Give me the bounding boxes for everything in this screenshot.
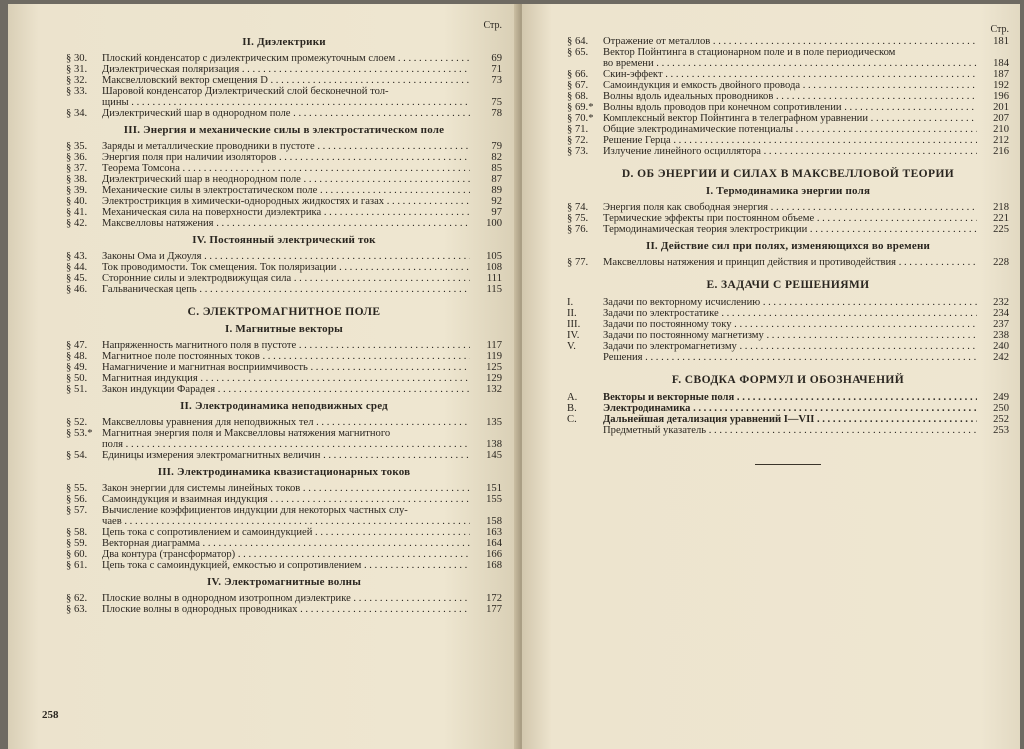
toc-entry-page: 196 bbox=[993, 91, 1009, 102]
toc-entry-number: IV. bbox=[567, 330, 580, 341]
toc-entry bbox=[66, 483, 502, 494]
part-c-title: C. ЭЛЕКТРОМАГНИТНОЕ ПОЛЕ bbox=[187, 306, 381, 318]
toc-entry-page: 115 bbox=[486, 284, 502, 295]
toc-entry bbox=[567, 102, 1009, 113]
toc-entry-number: I. bbox=[567, 297, 574, 308]
toc-entry-page: 97 bbox=[491, 207, 502, 218]
toc-entry-page: 87 bbox=[491, 174, 502, 185]
toc-entry-title: Решение Герца . . . bbox=[603, 135, 977, 146]
toc-entry-title: Скин-эффект . . . bbox=[603, 69, 977, 80]
toc-entry-number: § 56. bbox=[66, 494, 88, 505]
toc-entry bbox=[66, 527, 502, 538]
toc-entry-number: § 34. bbox=[66, 108, 88, 119]
toc-entry-title: чаев . . . bbox=[102, 516, 470, 527]
book-spread bbox=[8, 4, 1020, 749]
toc-entry-number: § 40. bbox=[66, 196, 88, 207]
toc-entry-title: Энергия поля как свободная энергия . . . bbox=[603, 202, 977, 213]
toc-entry bbox=[567, 213, 1009, 224]
toc-entry bbox=[66, 505, 502, 516]
toc-entry-title: Вектор Пойнтинга в стационарном поле и в поле периодическом bbox=[603, 47, 896, 58]
section-entries bbox=[66, 483, 502, 571]
toc-entry-title: Волны вдоль проводов при конечном сопротивлении . . . bbox=[603, 102, 977, 113]
section-entries bbox=[66, 340, 502, 395]
toc-entry-title: Диэлектрический шар в однородном поле . . . bbox=[102, 108, 470, 119]
toc-entry bbox=[567, 146, 1009, 157]
toc-entry-page: 212 bbox=[993, 135, 1009, 146]
toc-entry-page: 232 bbox=[993, 297, 1009, 308]
toc-entry-page: 253 bbox=[993, 425, 1009, 436]
toc-entry bbox=[567, 47, 1009, 58]
section-entries bbox=[66, 53, 502, 119]
toc-entry-page: 73 bbox=[491, 75, 502, 86]
toc-entry-title: Решения . . . bbox=[603, 352, 977, 363]
toc-entry-page: 184 bbox=[993, 58, 1009, 69]
toc-entry-page: 71 bbox=[491, 64, 502, 75]
toc-entry bbox=[66, 340, 502, 351]
toc-entry-number: § 36. bbox=[66, 152, 88, 163]
toc-entry-title: Задачи по электростатике . . . bbox=[603, 308, 977, 319]
section-entries bbox=[66, 251, 502, 295]
toc-entry bbox=[66, 593, 502, 604]
toc-entry bbox=[66, 560, 502, 571]
toc-entry-number: § 51. bbox=[66, 384, 88, 395]
toc-entry-number: § 32. bbox=[66, 75, 88, 86]
toc-entry-title: Сторонние силы и электродвижущая сила . . . bbox=[102, 273, 470, 284]
toc-entry-number: § 35. bbox=[66, 141, 88, 152]
toc-entry-title: Термодинамическая теория электрострикции . . . bbox=[603, 224, 977, 235]
toc-entry-number: § 65. bbox=[567, 47, 589, 58]
toc-entry-title: Плоский конденсатор с диэлектрическим промежуточным слоем . . . bbox=[102, 53, 470, 64]
toc-entry bbox=[567, 58, 1009, 69]
toc-entry-title: щины . . . bbox=[102, 97, 470, 108]
toc-entry bbox=[567, 202, 1009, 213]
toc-entry bbox=[66, 373, 502, 384]
toc-entry-number: § 72. bbox=[567, 135, 589, 146]
toc-entry-page: 100 bbox=[486, 218, 502, 229]
right-sections-d bbox=[567, 186, 1009, 268]
toc-entry-number: § 57. bbox=[66, 505, 88, 516]
toc-entry-title: Термические эффекты при постоянном объеме . . . bbox=[603, 213, 977, 224]
toc-entry-page: 234 bbox=[993, 308, 1009, 319]
toc-entry-page: 249 bbox=[993, 392, 1009, 403]
toc-entry-number: § 71. bbox=[567, 124, 589, 135]
toc-entry-page: 181 bbox=[993, 36, 1009, 47]
toc-entry bbox=[66, 262, 502, 273]
toc-entry-title: Механические силы в электростатическом поле . . . bbox=[102, 185, 470, 196]
toc-entry bbox=[567, 297, 1009, 308]
toc-entry bbox=[66, 141, 502, 152]
toc-entry-number: § 46. bbox=[66, 284, 88, 295]
page-column-label: Стр. bbox=[483, 20, 502, 31]
toc-entry-title: Предметный указатель . . . bbox=[603, 425, 977, 436]
toc-entry bbox=[567, 414, 1009, 425]
left-sections-c bbox=[66, 324, 502, 615]
toc-entry-page: 238 bbox=[993, 330, 1009, 341]
toc-entry-number: § 42. bbox=[66, 218, 88, 229]
toc-entry-number: § 60. bbox=[66, 549, 88, 560]
toc-entry-page: 82 bbox=[491, 152, 502, 163]
toc-entry-title: Единицы измерения электромагнитных величин . . . bbox=[102, 450, 470, 461]
section-title: I. Магнитные векторы bbox=[225, 323, 343, 335]
toc-entry bbox=[567, 80, 1009, 91]
toc-entry-number: V. bbox=[567, 341, 576, 352]
toc-entry-number: § 58. bbox=[66, 527, 88, 538]
toc-entry-number: A. bbox=[567, 392, 578, 403]
toc-entry-title: Электрострикция в химически-однородных жидкостях и газах . . . bbox=[102, 196, 470, 207]
toc-entry-title: Излучение линейного осциллятора . . . bbox=[603, 146, 977, 157]
section-entries bbox=[66, 141, 502, 229]
toc-entry-page: 138 bbox=[486, 439, 502, 450]
toc-entry bbox=[567, 135, 1009, 146]
toc-entry-number: B. bbox=[567, 403, 577, 414]
right-toc bbox=[567, 24, 1009, 465]
toc-entry-page: 187 bbox=[993, 69, 1009, 80]
toc-entry-title: Плоские волны в однородных проводниках . . . bbox=[102, 604, 470, 615]
toc-entry-page: 105 bbox=[486, 251, 502, 262]
toc-entry-title: Задачи по векторному исчислению . . . bbox=[603, 297, 977, 308]
toc-entry-page: 225 bbox=[993, 224, 1009, 235]
toc-entry-page: 168 bbox=[486, 560, 502, 571]
toc-entry-number: § 74. bbox=[567, 202, 589, 213]
toc-entry-number: § 50. bbox=[66, 373, 88, 384]
toc-entry-number: § 67. bbox=[567, 80, 589, 91]
right-e-entries bbox=[567, 297, 1009, 363]
section-title: I. Термодинамика энергии поля bbox=[705, 185, 871, 197]
toc-entry bbox=[66, 362, 502, 373]
toc-entry-title: Дальнейшая детализация уравнений I—VII . . . bbox=[603, 414, 977, 425]
page-number: 258 bbox=[42, 709, 59, 721]
toc-entry-page: 177 bbox=[486, 604, 502, 615]
toc-entry bbox=[66, 218, 502, 229]
toc-entry-title: Максвелловский вектор смещения D . . . bbox=[102, 75, 470, 86]
toc-entry-number: § 70.* bbox=[567, 113, 594, 124]
toc-entry-title: Диэлектрический шар в неоднородном поле . . . bbox=[102, 174, 470, 185]
toc-entry-page: 111 bbox=[486, 273, 502, 284]
toc-entry-title: Самоиндукция и взаимная индукция . . . bbox=[102, 494, 470, 505]
toc-entry-title: Магнитная индукция . . . bbox=[102, 373, 470, 384]
section-title: IV. Постоянный электрический ток bbox=[192, 234, 376, 246]
toc-entry-page: 125 bbox=[486, 362, 502, 373]
toc-entry-page: 155 bbox=[486, 494, 502, 505]
part-d-title: D. ОБ ЭНЕРГИИ И СИЛАХ В МАКСВЕЛЛОВОЙ ТЕОРИИ bbox=[621, 168, 955, 180]
toc-entry bbox=[66, 549, 502, 560]
toc-entry-page: 218 bbox=[993, 202, 1009, 213]
toc-entry-title: Задачи по постоянному магнетизму . . . bbox=[603, 330, 977, 341]
left-page bbox=[8, 4, 520, 749]
toc-entry bbox=[66, 417, 502, 428]
toc-entry bbox=[66, 108, 502, 119]
right-f-entries bbox=[567, 392, 1009, 436]
toc-entry-page: 158 bbox=[486, 516, 502, 527]
toc-entry bbox=[66, 538, 502, 549]
right-page bbox=[522, 4, 1020, 749]
toc-entry-page: 145 bbox=[486, 450, 502, 461]
toc-entry-page: 75 bbox=[491, 97, 502, 108]
toc-entry-title: Максвелловы уравнения для неподвижных тел . . . bbox=[102, 417, 470, 428]
toc-entry bbox=[66, 428, 502, 439]
toc-entry bbox=[66, 284, 502, 295]
toc-entry-page: 132 bbox=[486, 384, 502, 395]
toc-entry-title: поля . . . bbox=[102, 439, 470, 450]
section-title: II. Электродинамика неподвижных сред bbox=[180, 400, 388, 412]
toc-entry-title: Магнитная энергия поля и Максвелловы натяжения магнитного bbox=[102, 428, 391, 439]
toc-entry-title: Максвелловы натяжения . . . bbox=[102, 218, 470, 229]
right-top-entries bbox=[567, 36, 1009, 157]
toc-entry-title: Намагничение и магнитная восприимчивость . . . bbox=[102, 362, 470, 373]
toc-entry-page: 69 bbox=[491, 53, 502, 64]
left-toc bbox=[66, 20, 502, 617]
toc-entry-title: Цепь тока с сопротивлением и самоиндукцией . . . bbox=[102, 527, 470, 538]
toc-entry-page: 228 bbox=[993, 257, 1009, 268]
toc-entry-number: § 31. bbox=[66, 64, 88, 75]
toc-entry bbox=[567, 403, 1009, 414]
toc-entry bbox=[567, 113, 1009, 124]
toc-entry bbox=[567, 308, 1009, 319]
toc-entry-number: § 61. bbox=[66, 560, 88, 571]
section-entries bbox=[66, 593, 502, 615]
toc-entry-number: § 73. bbox=[567, 146, 589, 157]
toc-entry-number: § 77. bbox=[567, 257, 589, 268]
toc-entry bbox=[66, 494, 502, 505]
toc-entry bbox=[66, 196, 502, 207]
toc-entry bbox=[567, 352, 1009, 363]
toc-entry bbox=[567, 91, 1009, 102]
toc-entry-number: § 30. bbox=[66, 53, 88, 64]
toc-entry-number: § 38. bbox=[66, 174, 88, 185]
toc-entry bbox=[66, 384, 502, 395]
toc-entry-number: § 76. bbox=[567, 224, 589, 235]
toc-entry-title: Диэлектрическая поляризация . . . bbox=[102, 64, 470, 75]
toc-entry bbox=[567, 36, 1009, 47]
toc-entry bbox=[66, 351, 502, 362]
toc-entry-title: Самоиндукция и емкость двойного провода . . . bbox=[603, 80, 977, 91]
part-e-title: E. ЗАДАЧИ С РЕШЕНИЯМИ bbox=[706, 279, 870, 291]
toc-entry-number: § 44. bbox=[66, 262, 88, 273]
toc-entry-title: Закон энергии для системы линейных токов . . . bbox=[102, 483, 470, 494]
toc-entry-page: 79 bbox=[491, 141, 502, 152]
toc-entry-title: Задачи по постоянному току . . . bbox=[603, 319, 977, 330]
toc-entry-number: § 52. bbox=[66, 417, 88, 428]
toc-entry-title: Векторная диаграмма . . . bbox=[102, 538, 470, 549]
toc-entry-number: § 53.* bbox=[66, 428, 93, 439]
toc-entry bbox=[66, 273, 502, 284]
toc-entry-page: 89 bbox=[491, 185, 502, 196]
toc-entry-title: Энергия поля при наличии изоляторов . . . bbox=[102, 152, 470, 163]
page-column-label: Стр. bbox=[990, 24, 1009, 35]
toc-entry-title: Максвелловы натяжения и принцип действия и противодействия . . . bbox=[603, 257, 977, 268]
toc-entry bbox=[66, 185, 502, 196]
section-entries bbox=[66, 417, 502, 461]
toc-entry bbox=[567, 124, 1009, 135]
toc-entry-title: Цепь тока с самоиндукцией, емкостью и сопротивлением . . . bbox=[102, 560, 470, 571]
toc-entry-page: 78 bbox=[491, 108, 502, 119]
toc-entry bbox=[567, 341, 1009, 352]
toc-entry-number: § 33. bbox=[66, 86, 88, 97]
part-f-title: F. СВОДКА ФОРМУЛ И ОБОЗНАЧЕНИЙ bbox=[671, 374, 905, 386]
toc-entry-title: Напряженность магнитного поля в пустоте . . . bbox=[102, 340, 470, 351]
toc-entry-number: § 64. bbox=[567, 36, 589, 47]
toc-entry-number: § 41. bbox=[66, 207, 88, 218]
toc-entry bbox=[567, 319, 1009, 330]
toc-entry-title: Плоские волны в однородном изотропном диэлектрике . . . bbox=[102, 593, 470, 604]
section-entries bbox=[567, 202, 1009, 235]
toc-entry bbox=[66, 152, 502, 163]
toc-entry-number: C. bbox=[567, 414, 577, 425]
toc-entry bbox=[66, 251, 502, 262]
toc-entry bbox=[567, 425, 1009, 436]
toc-entry-page: 166 bbox=[486, 549, 502, 560]
section-title: III. Энергия и механические силы в электростатическом поле bbox=[123, 124, 445, 136]
left-sections bbox=[66, 37, 502, 295]
section-entries bbox=[567, 257, 1009, 268]
toc-entry-page: 172 bbox=[486, 593, 502, 604]
toc-entry bbox=[66, 439, 502, 450]
toc-entry-page: 117 bbox=[486, 340, 502, 351]
toc-entry-title: Законы Ома и Джоуля . . . bbox=[102, 251, 470, 262]
toc-entry-number: § 63. bbox=[66, 604, 88, 615]
toc-entry bbox=[66, 207, 502, 218]
toc-entry bbox=[66, 450, 502, 461]
toc-entry-title: Отражение от металлов . . . bbox=[603, 36, 977, 47]
section-title: II. Диэлектрики bbox=[242, 36, 326, 48]
toc-entry-title: Два контура (трансформатор) . . . bbox=[102, 549, 470, 560]
toc-entry-title: Шаровой конденсатор Диэлектрический слой бесконечной тол- bbox=[102, 86, 389, 97]
toc-entry-number: II. bbox=[567, 308, 577, 319]
toc-entry-number: § 48. bbox=[66, 351, 88, 362]
toc-entry-title: Закон индукции Фарадея . . . bbox=[102, 384, 470, 395]
toc-entry-title: Вычисление коэффициентов индукции для некоторых частных слу- bbox=[102, 505, 408, 516]
toc-entry-title: Волны вдоль идеальных проводников . . . bbox=[603, 91, 977, 102]
toc-entry-page: 151 bbox=[486, 483, 502, 494]
toc-entry bbox=[567, 392, 1009, 403]
toc-entry-page: 135 bbox=[486, 417, 502, 428]
toc-entry-title: Теорема Томсона . . . bbox=[102, 163, 470, 174]
toc-entry bbox=[66, 163, 502, 174]
toc-entry bbox=[567, 69, 1009, 80]
toc-entry-page: 192 bbox=[993, 80, 1009, 91]
toc-entry-number: § 54. bbox=[66, 450, 88, 461]
toc-entry-title: Гальваническая цепь . . . bbox=[102, 284, 470, 295]
toc-entry-number: § 49. bbox=[66, 362, 88, 373]
toc-entry-page: 252 bbox=[993, 414, 1009, 425]
toc-entry-page: 163 bbox=[486, 527, 502, 538]
toc-entry-page: 250 bbox=[993, 403, 1009, 414]
toc-entry-number: § 66. bbox=[567, 69, 589, 80]
toc-entry-number: § 59. bbox=[66, 538, 88, 549]
toc-entry-page: 216 bbox=[993, 146, 1009, 157]
section-title: II. Действие сил при полях, изменяющихся во времени bbox=[645, 240, 931, 252]
toc-entry bbox=[66, 75, 502, 86]
toc-entry-title: Векторы и векторные поля . . . bbox=[603, 392, 977, 403]
toc-entry bbox=[66, 516, 502, 527]
toc-entry-page: 201 bbox=[993, 102, 1009, 113]
toc-entry-title: Магнитное поле постоянных токов . . . bbox=[102, 351, 470, 362]
toc-entry-page: 92 bbox=[491, 196, 502, 207]
toc-entry-number: § 68. bbox=[567, 91, 589, 102]
toc-entry-number: § 37. bbox=[66, 163, 88, 174]
toc-entry-page: 85 bbox=[491, 163, 502, 174]
toc-entry bbox=[66, 86, 502, 97]
toc-entry-number: III. bbox=[567, 319, 581, 330]
toc-entry-page: 119 bbox=[486, 351, 502, 362]
toc-entry-title: Задачи по электромагнетизму . . . bbox=[603, 341, 977, 352]
toc-entry-title: Заряды и металлические проводники в пустоте . . . bbox=[102, 141, 470, 152]
toc-entry bbox=[66, 97, 502, 108]
toc-entry-number: § 47. bbox=[66, 340, 88, 351]
toc-entry-title: Ток проводимости. Ток смещения. Ток поляризации . . . bbox=[102, 262, 470, 273]
toc-entry-number: § 39. bbox=[66, 185, 88, 196]
section-title: IV. Электромагнитные волны bbox=[206, 576, 362, 588]
toc-entry-page: 129 bbox=[486, 373, 502, 384]
toc-entry-page: 164 bbox=[486, 538, 502, 549]
toc-entry bbox=[66, 174, 502, 185]
toc-entry bbox=[66, 53, 502, 64]
end-rule bbox=[755, 464, 821, 465]
toc-entry-number: § 75. bbox=[567, 213, 589, 224]
toc-entry-title: Механическая сила на поверхности диэлектрика . . . bbox=[102, 207, 470, 218]
toc-entry bbox=[567, 224, 1009, 235]
toc-entry bbox=[66, 64, 502, 75]
toc-entry-number: § 43. bbox=[66, 251, 88, 262]
toc-entry-title: Общие электродинамические потенциалы . . . bbox=[603, 124, 977, 135]
toc-entry-title: Электродинамика . . . bbox=[603, 403, 977, 414]
toc-entry bbox=[66, 604, 502, 615]
toc-entry-page: 240 bbox=[993, 341, 1009, 352]
toc-entry-number: § 55. bbox=[66, 483, 88, 494]
toc-entry-page: 221 bbox=[993, 213, 1009, 224]
toc-entry-title: Комплексный вектор Пойнтинга в телеграфном уравнении . . . bbox=[603, 113, 977, 124]
toc-entry-page: 108 bbox=[486, 262, 502, 273]
toc-entry-page: 210 bbox=[993, 124, 1009, 135]
toc-entry bbox=[567, 330, 1009, 341]
toc-entry bbox=[567, 257, 1009, 268]
toc-entry-number: § 45. bbox=[66, 273, 88, 284]
toc-entry-page: 207 bbox=[993, 113, 1009, 124]
section-title: III. Электродинамика квазистационарных токов bbox=[157, 466, 411, 478]
toc-entry-page: 237 bbox=[993, 319, 1009, 330]
toc-entry-page: 242 bbox=[993, 352, 1009, 363]
toc-entry-title: во времени . . . bbox=[603, 58, 977, 69]
toc-entry-number: § 69.* bbox=[567, 102, 594, 113]
toc-entry-number: § 62. bbox=[66, 593, 88, 604]
